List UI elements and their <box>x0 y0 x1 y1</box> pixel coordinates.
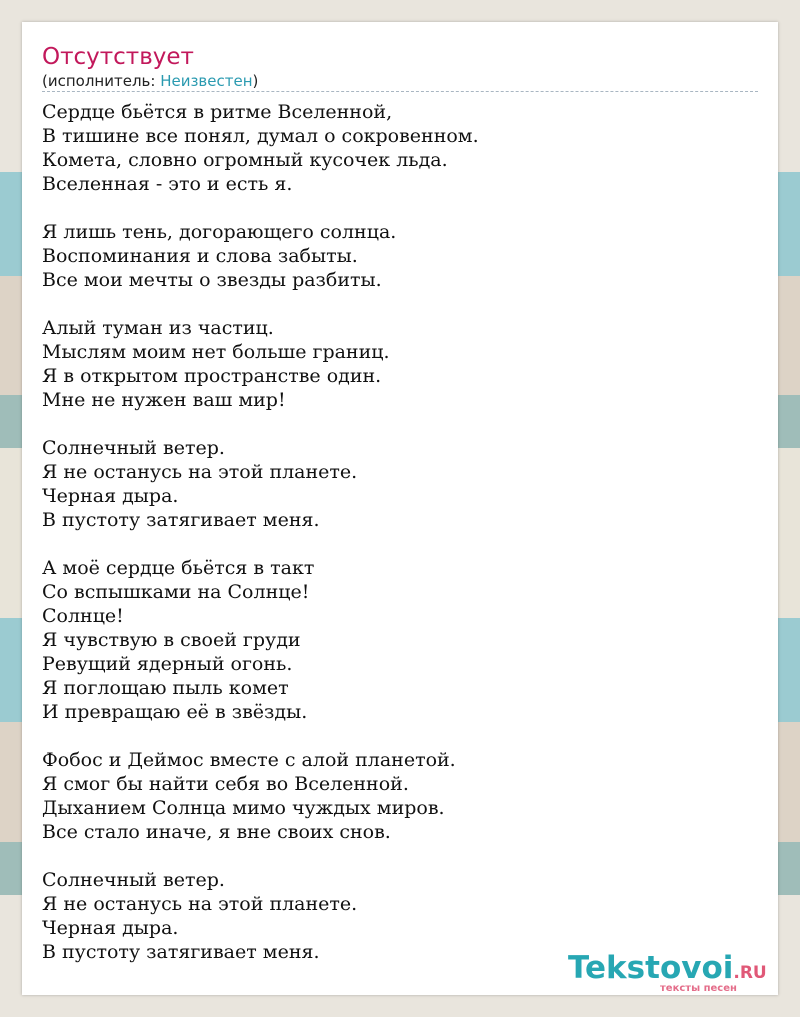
lyric-line: Вселенная - это и есть я. <box>42 173 293 195</box>
lyric-line: Мне не нужен ваш мир! <box>42 389 286 411</box>
lyric-line: Я в открытом пространстве один. <box>42 365 382 387</box>
lyric-line: Я смог бы найти себя во Вселенной. <box>42 773 409 795</box>
lyric-line: Алый туман из частиц. <box>42 317 274 339</box>
lyric-line: Я не останусь на этой планете. <box>42 461 358 483</box>
lyric-line: Мыслям моим нет больше границ. <box>42 341 390 363</box>
lyric-line: В пустоту затягивает меня. <box>42 509 320 531</box>
lyric-line: Черная дыра. <box>42 917 179 939</box>
lyric-line: А моё сердце бьётся в такт <box>42 557 315 579</box>
lyric-line: Я не останусь на этой планете. <box>42 893 358 915</box>
lyric-line: Воспоминания и слова забыты. <box>42 245 358 267</box>
stanza-gap <box>42 844 758 868</box>
lyric-line: И превращаю её в звёзды. <box>42 701 308 723</box>
lyric-line: Солнечный ветер. <box>42 437 225 459</box>
lyric-line: Дыханием Солнца мимо чуждых миров. <box>42 797 445 819</box>
lyrics-text <box>42 100 758 964</box>
lyric-line: Солнечный ветер. <box>42 869 225 891</box>
lyric-line: Сердце бьётся в ритме Вселенной, <box>42 101 393 123</box>
stanza-gap <box>42 532 758 556</box>
lyric-line: Фобос и Деймос вместе с алой планетой. <box>42 749 456 771</box>
stanza-gap <box>42 724 758 748</box>
song-header <box>42 42 758 92</box>
lyric-line: Все мои мечты о звезды разбиты. <box>42 269 382 291</box>
lyric-line: В тишине все понял, думал о сокровенном. <box>42 125 479 147</box>
stanza-gap <box>42 196 758 220</box>
artist-prefix: (исполнитель: <box>42 72 161 90</box>
logo-tld: .RU <box>733 963 767 983</box>
lyric-line: Все стало иначе, я вне своих снов. <box>42 821 391 843</box>
lyrics-card <box>22 22 778 995</box>
lyric-line: Солнце! <box>42 605 124 627</box>
lyric-line: Я чувствую в своей груди <box>42 629 301 651</box>
logo-tagline: тексты песен <box>660 983 737 994</box>
lyric-line: Со вспышками на Солнце! <box>42 581 310 603</box>
lyric-line: Черная дыра. <box>42 485 179 507</box>
song-title: Отсутствует <box>42 44 194 70</box>
artist-link[interactable]: Неизвестен <box>160 72 253 90</box>
lyric-line: Я лишь тень, догорающего солнца. <box>42 221 397 243</box>
site-logo[interactable] <box>568 950 778 995</box>
stanza-gap <box>42 412 758 436</box>
lyric-line: Комета, словно огромный кусочек льда. <box>42 149 448 171</box>
lyric-line: В пустоту затягивает меня. <box>42 941 320 963</box>
artist-line <box>42 72 758 90</box>
lyric-line: Ревущий ядерный огонь. <box>42 653 293 675</box>
stanza-gap <box>42 292 758 316</box>
logo-brand: Tekstovoi <box>568 950 734 986</box>
lyric-line: Я поглощаю пыль комет <box>42 677 289 699</box>
artist-suffix: ) <box>252 72 259 90</box>
